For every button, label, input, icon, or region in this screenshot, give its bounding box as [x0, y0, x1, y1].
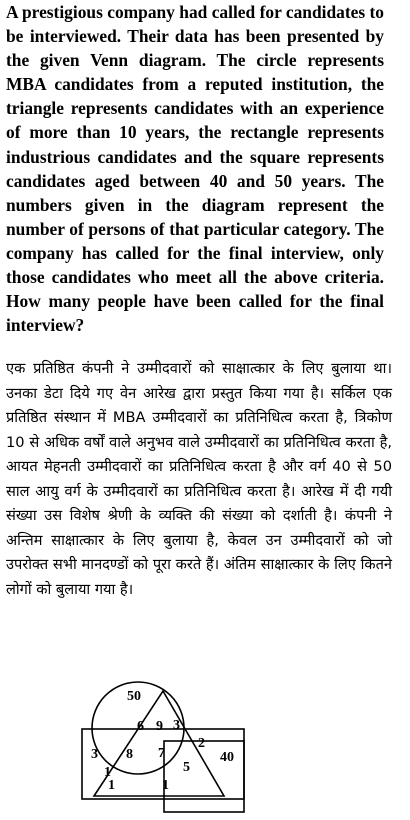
venn-value-tri-square-b: 1: [162, 778, 169, 793]
venn-value-tri-square: 2: [198, 736, 205, 751]
venn-value-rect-tri-b: 1: [108, 778, 115, 793]
venn-value-rect-tri: 1: [104, 765, 111, 780]
venn-value-circle-rect: 6: [137, 719, 144, 734]
venn-value-circle-only: 50: [127, 689, 141, 704]
venn-value-square-only: 40: [220, 750, 234, 765]
venn-value-circle-rect-tri: 9: [156, 719, 163, 734]
venn-value-rect-only: 3: [91, 747, 98, 762]
question-english: A prestigious company had called for candidates to be interviewed. Their data has been presented by the given Venn diagram. The circle represents MBA candidates from a reputed institution, the triangle represents candidates with an experience of more than 10 years, the rectangle represents industrious candidates and the square represents candidates aged between 40 and 50 years. The numbers given in the diagram represent the number of persons of that particular category. The company has called for the final interview, only those candidates who meet all the above criteria. How many people have been called for the final interview?: [6, 2, 384, 336]
venn-diagram: [76, 681, 246, 815]
question-hindi: एक प्रतिष्ठित कंपनी ने उम्मीदवारों को साक्षात्कार के लिए बुलाया था। उनका डेटा दिये गए वेन आरेख द्वारा प्रस्तुत किया गया है। सर्किल एक प्रतिष्ठित संस्थान में MBA उम्मीदवारों का प्रतिनिधित्व करता है, त्रिकोण 10 से अधिक वर्षों वाले अनुभव वाले उम्मीदवारों का प्रतिनिधित्व करता है, आयत मेहनती उम्मीदवारों का प्रतिनिधित्व करता है और वर्ग 40 से 50 साल आयु वर्ग के उम्मीदवारों का प्रतिनिधित्व करता है। आरेख में दी गयी संख्या उस विशेष श्रेणी के व्यक्ति की संख्या को दर्शाती है। कंपनी ने अन्तिम साक्षात्कार के लिए बुलाया है, केवल उन उम्मीदवारों को जो उपरोक्त सभी मानदण्डों को पूरा करते हैं। अंतिम साक्षात्कार के लिए कितने लोगों को बुलाया गया है।: [6, 360, 392, 598]
venn-value-circle-rect-tri-b: 8: [126, 747, 133, 762]
venn-value-circle-rect-tri-square: 7: [158, 746, 165, 761]
venn-value-tri-only: 5: [183, 760, 190, 775]
venn-value-circle-tri-square: 3: [173, 718, 180, 733]
